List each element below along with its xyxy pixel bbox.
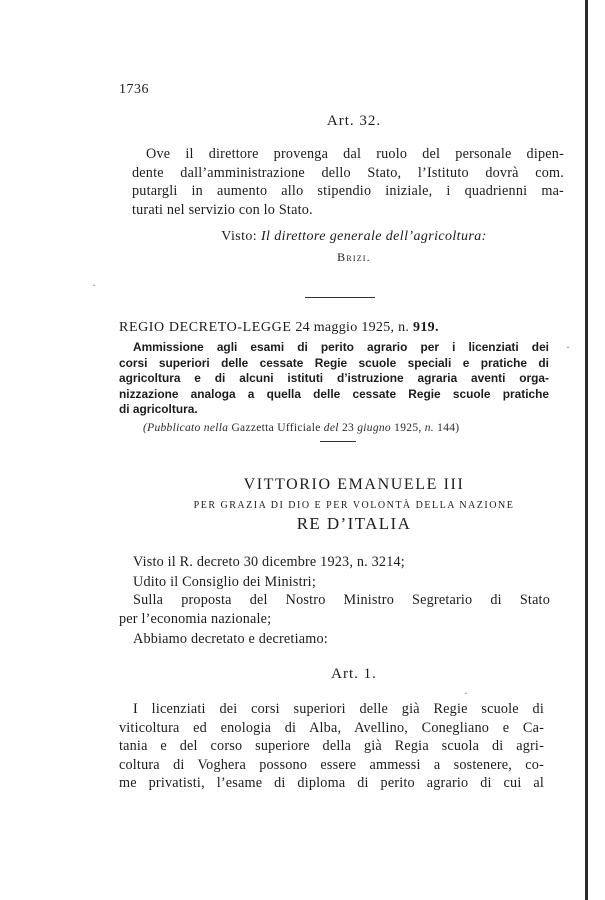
publication-open: (Pubblicato nella	[143, 422, 229, 434]
summary-line: di agricoltura.	[119, 402, 198, 417]
text-line: Ove il direttore provenga dal ruolo del personale dipen-	[146, 146, 564, 162]
recital-abbiamo: Abbiamo decretato e decretiamo:	[133, 631, 328, 647]
text-line: putargli in aumento allo stipendio iniziale, i quadrienni ma-	[132, 183, 564, 199]
text-line: Sulla proposta del Nostro Ministro Segretario di Stato	[133, 592, 550, 608]
decree-summary	[119, 340, 549, 418]
publication-day: 23	[341, 422, 355, 434]
publication-del: del	[323, 422, 339, 434]
summary-line: agricoltura e di alcuni istituti d’istruzione agraria aventi orga-	[119, 371, 549, 386]
paper-speck: ·	[464, 686, 468, 700]
summary-line: nizzazione analoga a quella delle cessate Regie scuole pratiche	[119, 386, 549, 401]
article-1-title: Art. 1.	[331, 666, 377, 682]
recital-proposta-cont: per l’economia nazionale;	[119, 611, 272, 627]
decree-heading	[119, 320, 549, 336]
page-number: 1736	[119, 82, 149, 97]
decree-date: 24 maggio 1925, n.	[295, 320, 410, 335]
section-divider	[305, 297, 375, 298]
paper-speck: ·	[566, 340, 570, 354]
visto-prefix: Visto:	[221, 229, 258, 244]
sovereign-grace: PER GRAZIA DI DIO E PER VOLONTÀ DELLA NAZIONE	[193, 500, 515, 511]
text-line: coltura di Voghera possono essere ammessi a sostenere, co-	[119, 756, 544, 773]
publication-month: giugno	[357, 422, 391, 434]
visto-official: Il direttore generale dell’agricoltura:	[261, 229, 487, 244]
publication-year: 1925,	[394, 422, 422, 434]
publication-number: 144)	[437, 422, 460, 434]
article-32-body	[132, 145, 564, 219]
publication-note	[143, 422, 459, 434]
text-line: I licenziati dei corsi superiori delle già Regie scuole di	[133, 701, 544, 717]
paper-speck: ·	[92, 278, 96, 292]
summary-line: Ammissione agli esami di perito agrario per i licenziati dei	[133, 340, 549, 354]
recital-visto: Visto il R. decreto 30 dicembre 1923, n. 3214;	[133, 554, 405, 570]
sovereign-title: RE D’ITALIA	[296, 514, 412, 533]
text-line: viticoltura ed enologia di Alba, Avellino, Conegliano e Ca-	[119, 719, 544, 736]
recital-udito: Udito il Consiglio dei Ministri;	[133, 574, 316, 590]
visto-line	[119, 229, 589, 245]
recital-proposta	[133, 592, 550, 609]
summary-line: corsi superiori delle cessate Regie scuole speciali e pratiche di	[119, 355, 549, 370]
decree-number: 919.	[413, 320, 439, 335]
text-line: turati nel servizio con lo Stato.	[132, 201, 313, 218]
article-1-body	[119, 700, 544, 793]
signature: Brizi.	[337, 250, 371, 264]
text-line: tania e del corso superiore della già Regia scuola di agri-	[119, 738, 544, 754]
publication-gazette: Gazzetta Ufficiale	[231, 422, 321, 434]
text-line: dente dall’amministrazione dello Stato, l’Istituto dovrà com.	[132, 164, 564, 181]
publication-divider	[320, 441, 356, 442]
decree-kind: REGIO DECRETO-LEGGE	[119, 320, 292, 335]
publication-n: n.	[424, 422, 434, 434]
article-32-title: Art. 32.	[326, 113, 382, 129]
page-edge-shadow	[585, 0, 588, 900]
sovereign-name: VITTORIO EMANUELE III	[243, 476, 465, 493]
text-line: me privatisti, l’esame di diploma di perito agrario di cui al	[119, 775, 544, 791]
